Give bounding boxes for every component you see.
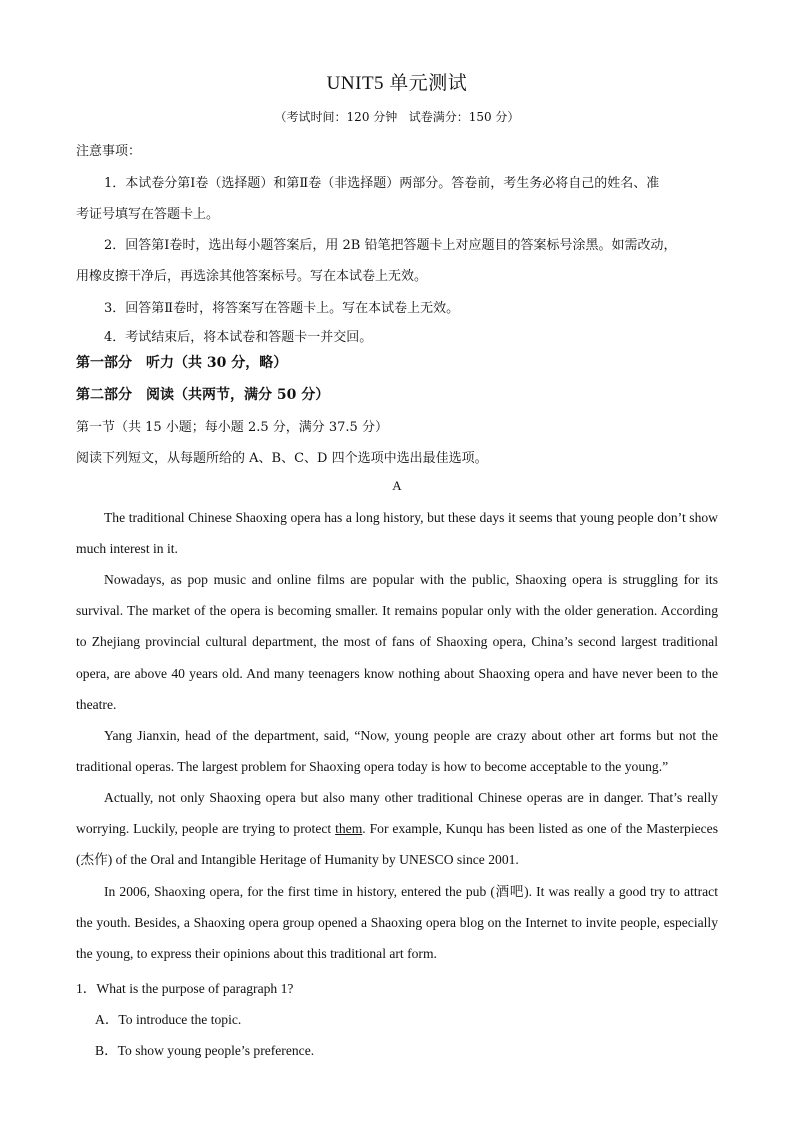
passage-paragraph-1: The traditional Chinese Shaoxing opera has a long history, but these days it seems that young people don’t show much interest in it. xyxy=(76,510,718,557)
part-1-heading: 第一部分 听力（共 30 分，略） xyxy=(76,355,288,371)
passage-letter: A xyxy=(392,478,402,493)
section-1-heading: 第一节（共 15 小题；每小题 2.5 分，满分 37.5 分） xyxy=(76,420,388,435)
note-item-2-line-1: 2．回答第Ⅰ卷时，选出每小题答案后，用 2B 铅笔把答题卡上对应题目的答案标号涂黑。如需改动， xyxy=(104,238,677,253)
underlined-word-them: them xyxy=(335,821,363,837)
question-1-stem: 1．What is the purpose of paragraph 1? xyxy=(76,981,294,996)
passage-paragraph-2: Nowadays, as pop music and online films are popular with the public, Shaoxing opera is struggling for its survival. The market of the opera is becoming smaller. It remains popular only with the older generation. According to Zhejiang provincial cultural department, the most of fans of Shaoxing opera, China’s second largest traditional opera, are above 40 years old. And many teenagers know nothing about Shaoxing opera and have never been to the theatre. xyxy=(76,572,718,712)
note-item-1-line-2: 考证号填写在答题卡上。 xyxy=(76,207,220,222)
exam-subtitle: （考试时间：120 分钟 试卷满分：150 分） xyxy=(274,110,520,124)
paragraph-4-text-before: Actually, not only Shaoxing opera but also many other traditional Chinese operas are in danger. That’s really worrying. Luckily, people are trying to protect xyxy=(76,790,718,837)
passage-paragraph-4 xyxy=(76,782,718,876)
question-1-option-b: B．To show young people’s preference. xyxy=(95,1043,315,1058)
notes-heading: 注意事项： xyxy=(76,144,142,159)
note-item-1-line-1: 1．本试卷分第Ⅰ卷（选择题）和第Ⅱ卷（非选择题）两部分。答卷前，考生务必将自己的姓名、准 xyxy=(104,176,660,191)
reading-instruction: 阅读下列短文，从每题所给的 A、B、C、D 四个选项中选出最佳选项。 xyxy=(76,451,488,466)
note-item-4: 4．考试结束后，将本试卷和答题卡一并交回。 xyxy=(104,330,373,345)
paragraph-4-text-after: . For example, Kunqu has been listed as one of the Masterpieces (杰作) of the Oral and Intangible Heritage of Humanity by UNESCO since 2001. xyxy=(76,821,718,868)
question-1-option-a: A．To introduce the topic. xyxy=(95,1012,242,1027)
exam-title: UNIT5 单元测试 xyxy=(326,73,468,94)
part-2-heading: 第二部分 阅读（共两节，满分 50 分） xyxy=(76,387,330,403)
passage-paragraph-5: In 2006, Shaoxing opera, for the first time in history, entered the pub (酒吧). It was really a good try to attract the youth. Besides, a Shaoxing opera group opened a Shaoxing opera blog on the Internet to invite people, especially the young, to express their opinions about this traditional art form. xyxy=(76,884,718,962)
note-item-3: 3．回答第Ⅱ卷时，将答案写在答题卡上。写在本试卷上无效。 xyxy=(104,301,460,316)
passage-paragraph-3: Yang Jianxin, head of the department, said, “Now, young people are crazy about other art forms but not the traditional operas. The largest problem for Shaoxing opera today is how to become acceptable to the young.” xyxy=(76,728,718,775)
note-item-2-line-2: 用橡皮擦干净后，再选涂其他答案标号。写在本试卷上无效。 xyxy=(76,269,428,284)
